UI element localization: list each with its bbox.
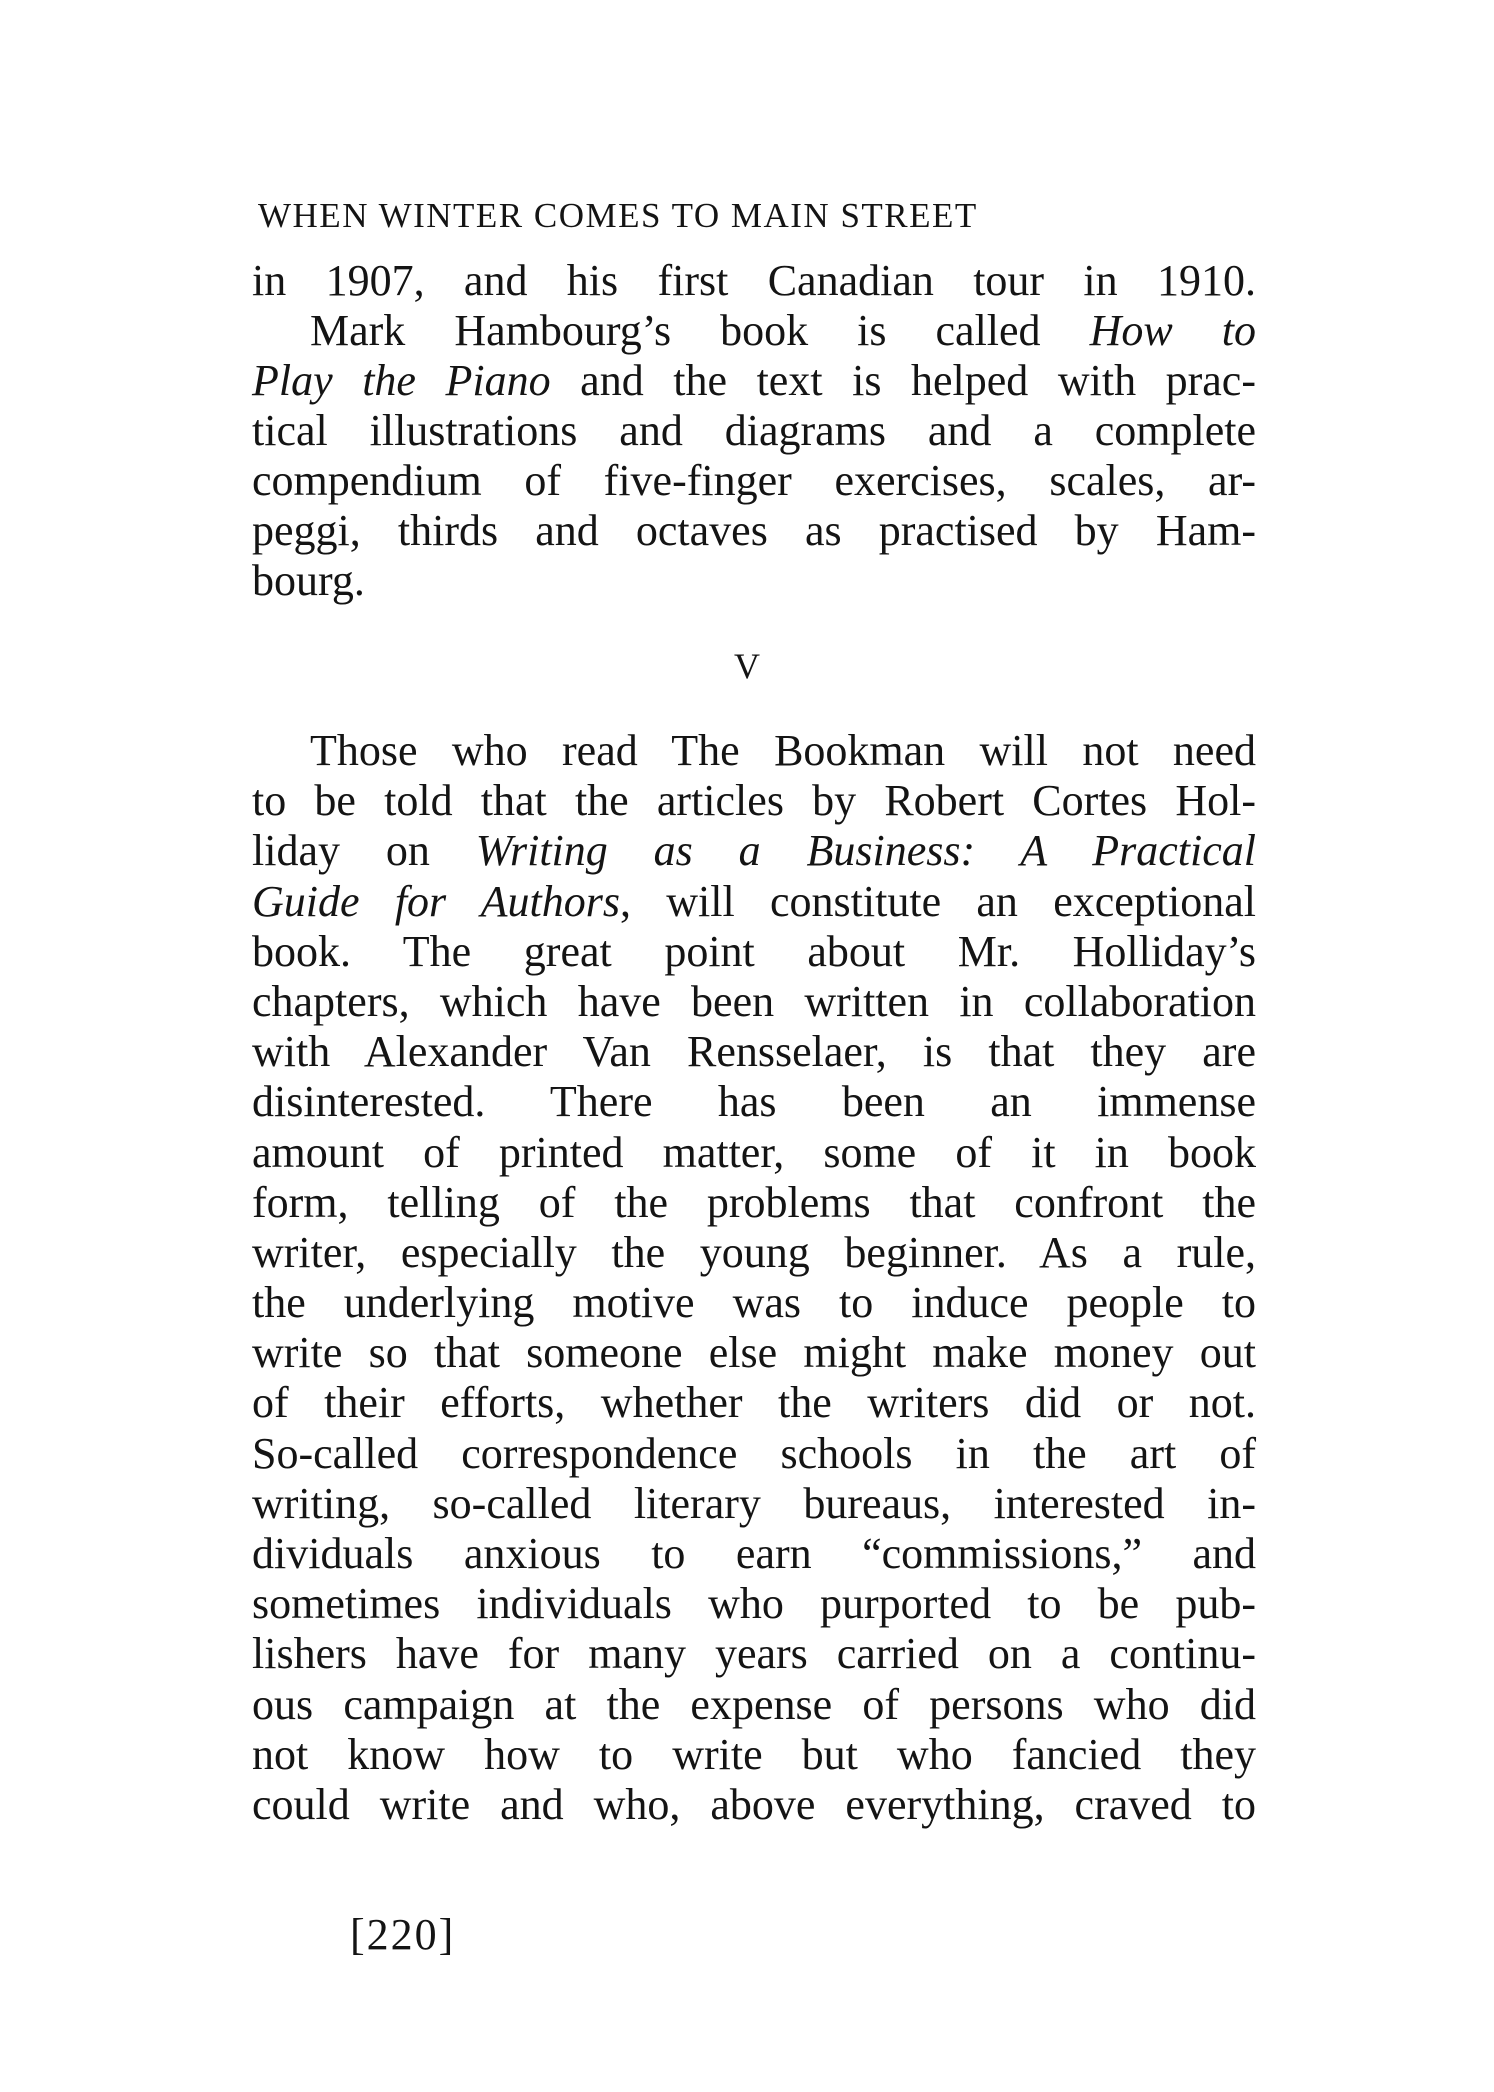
text-run: book. The great point about Mr. Holliday’s (252, 926, 1256, 976)
text-run: writing, so-called literary bureaus, interested in- (252, 1478, 1256, 1528)
text-line (252, 1178, 1256, 1228)
running-head: WHEN WINTER COMES TO MAIN STREET (258, 196, 978, 235)
text-line (252, 506, 1256, 556)
text-run: , will constitute an exceptional (620, 876, 1256, 926)
text-line (252, 877, 1256, 927)
book-title-italic: Writing as a Business: A Practical (475, 826, 1256, 876)
text-run: writer, especially the young beginner. As a rule, (252, 1227, 1256, 1277)
text-line (252, 1780, 1256, 1830)
text-run: and the text is helped with prac- (550, 356, 1256, 405)
text-line (252, 1579, 1256, 1629)
text-line (252, 776, 1256, 826)
text-run: in 1907, and his first Canadian tour in 1910. (252, 256, 1256, 305)
text-run: bourg. (252, 556, 365, 605)
book-title-italic: Guide for Authors (252, 876, 620, 926)
text-line (252, 456, 1256, 506)
text-line (252, 1228, 1256, 1278)
text-line (252, 556, 1256, 606)
text-run: write so that someone else might make money out (252, 1328, 1256, 1378)
text-line (252, 1680, 1256, 1730)
text-run: not know how to write but who fancied they (252, 1729, 1256, 1779)
text-run: dividuals anxious to earn “commissions,” and (252, 1529, 1256, 1578)
text-line (252, 406, 1256, 456)
text-line (252, 1730, 1256, 1780)
text-line (252, 356, 1256, 406)
text-line (252, 977, 1256, 1027)
text-run: compendium of five-finger exercises, scales, ar- (252, 456, 1256, 505)
text-run: Mark Hambourg’s book is called (310, 306, 1090, 355)
text-run: tical illustrations and diagrams and a complete (252, 406, 1256, 455)
text-run: the underlying motive was to induce people to (252, 1278, 1256, 1328)
text-line (252, 1378, 1256, 1428)
text-line (252, 306, 1256, 356)
text-run: with Alexander Van Rensselaer, is that they are (252, 1027, 1256, 1077)
text-run: could write and who, above everything, craved to (252, 1779, 1256, 1829)
text-run: So-called correspondence schools in the art of (252, 1428, 1256, 1478)
text-line (252, 1077, 1256, 1127)
text-line (252, 1278, 1256, 1328)
text-run: to be told that the articles by Robert Cortes Hol- (252, 776, 1256, 826)
page-number: [220] (350, 1910, 456, 1959)
text-line (252, 927, 1256, 977)
text-line (252, 726, 1256, 776)
text-run: form, telling of the problems that confront the (252, 1177, 1256, 1227)
text-line (252, 1128, 1256, 1178)
text-line (252, 1629, 1256, 1679)
book-title-italic: How to (1089, 306, 1256, 355)
paragraph-1 (252, 256, 1256, 606)
text-line (252, 826, 1256, 876)
text-run: of their efforts, whether the writers did or not. (252, 1378, 1256, 1428)
text-line (252, 256, 1256, 306)
text-line (252, 1529, 1256, 1579)
text-line (252, 1479, 1256, 1529)
text-run: Those who read The Bookman will not need (310, 726, 1256, 775)
text-run: sometimes individuals who purported to be pub- (252, 1579, 1256, 1629)
text-run: liday on (252, 826, 476, 876)
text-run: amount of printed matter, some of it in book (252, 1127, 1256, 1177)
text-run: peggi, thirds and octaves as practised by Ham- (252, 506, 1256, 555)
text-line (252, 1328, 1256, 1378)
text-run: disinterested. There has been an immense (252, 1077, 1256, 1127)
text-line (252, 1429, 1256, 1479)
book-title-italic: Play the Piano (252, 356, 551, 405)
text-run: lishers have for many years carried on a continu- (252, 1629, 1256, 1679)
text-run: chapters, which have been written in collaboration (252, 976, 1256, 1026)
text-line (252, 1027, 1256, 1077)
section-numeral: V (734, 646, 760, 686)
text-run: ous campaign at the expense of persons who did (252, 1679, 1256, 1729)
paragraph-2 (252, 726, 1256, 1830)
